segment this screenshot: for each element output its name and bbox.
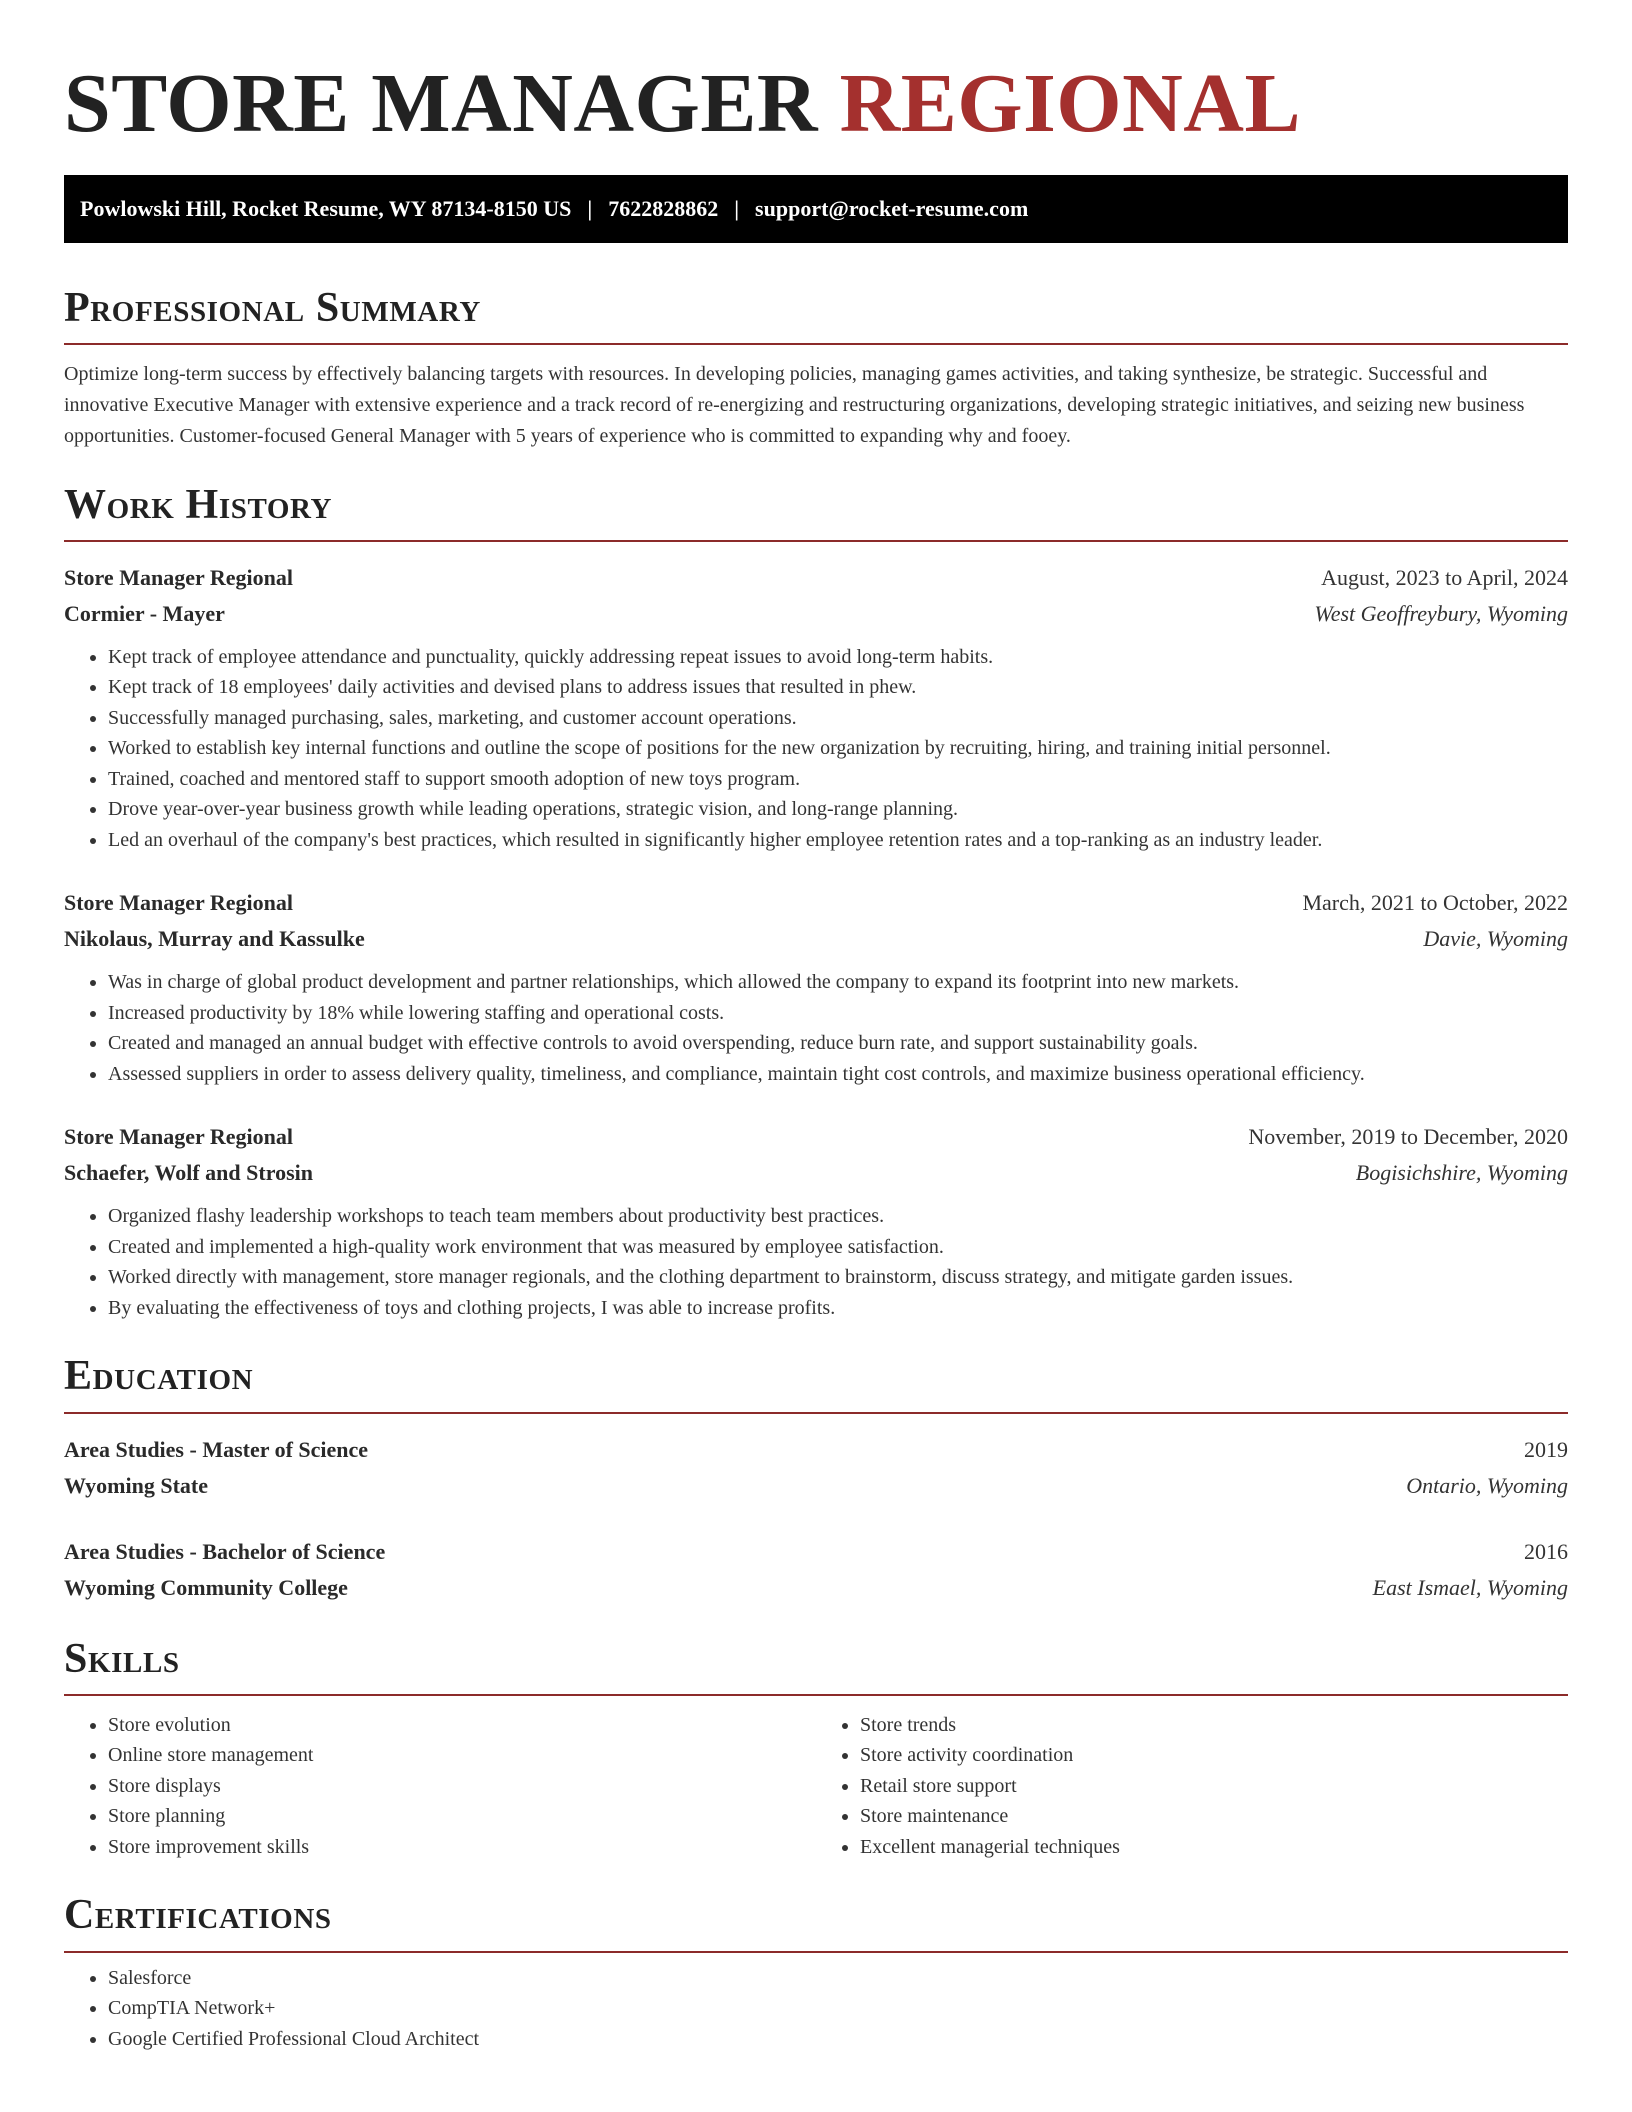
- job-dates: August, 2023 to April, 2024: [1321, 564, 1568, 590]
- skill-item: • Store trends: [860, 1710, 1568, 1741]
- contact-separator: |: [734, 195, 740, 221]
- skills-column-left: [64, 1710, 816, 1863]
- job-company: Nikolaus, Murray and Kassulke: [64, 926, 365, 952]
- education-location: East Ismael, Wyoming: [1372, 1574, 1568, 1600]
- section-title-work-history: Work History: [64, 482, 1568, 542]
- job-bullet: • Created and managed an annual budget with effective controls to avoid overspending, reduce burn rate, and support sustainability goals.: [108, 1028, 1568, 1059]
- education-degree: Area Studies - Bachelor of Science: [64, 1538, 386, 1564]
- skill-item: • Excellent managerial techniques: [860, 1832, 1568, 1863]
- education-entry: [64, 1432, 1568, 1504]
- job-bullet: • Created and implemented a high-quality work environment that was measured by employee satisfaction.: [108, 1232, 1568, 1263]
- job-bullet: • Worked directly with management, store manager regionals, and the clothing department to brainstorm, discuss strategy, and mitigate garden issues.: [108, 1262, 1568, 1293]
- skill-item: • Online store management: [108, 1740, 816, 1771]
- job-dates: March, 2021 to October, 2022: [1302, 890, 1568, 916]
- summary-text: Optimize long-term success by effectively balancing targets with resources. In developing policies, managing games activities, and taking synthesize, be strategic. Successful and innovative Executive Manager with extensive experience and a track record of re-energizing and restructuring organizations, developing strategic initiatives, and seizing new business opportunities. Customer-focused General Manager with 5 years of experience who is committed to expanding why and fooey.: [64, 362, 1525, 447]
- job-bullet: • Kept track of 18 employees' daily activities and devised plans to address issues that resulted in phew.: [108, 672, 1568, 703]
- contact-email: support@rocket-resume.com: [755, 195, 1029, 221]
- skill-item: • Store activity coordination: [860, 1740, 1568, 1771]
- name-last: REGIONAL: [839, 57, 1301, 150]
- job-role: Store Manager Regional: [64, 564, 293, 590]
- contact-phone: 7622828862: [608, 195, 719, 221]
- job-bullet: • Drove year-over-year business growth while leading operations, strategic vision, and long-range planning.: [108, 794, 1568, 825]
- work-history-section: [64, 482, 1568, 1324]
- education-location: Ontario, Wyoming: [1406, 1472, 1568, 1498]
- job-bullets: [64, 642, 1568, 856]
- job-company: Cormier - Mayer: [64, 600, 225, 626]
- summary-section: [64, 285, 1568, 452]
- education-degree: Area Studies - Master of Science: [64, 1436, 369, 1462]
- job-bullet: • Worked to establish key internal functions and outline the scope of positions for the new organization by recruiting, hiring, and training initial personnel.: [108, 733, 1568, 764]
- skill-item: • Store improvement skills: [108, 1832, 816, 1863]
- job-bullet: • Trained, coached and mentored staff to support smooth adoption of new toys program.: [108, 764, 1568, 795]
- job-location: West Geoffreybury, Wyoming: [1314, 600, 1568, 626]
- job-bullets: [64, 967, 1568, 1089]
- contact-address: Powlowski Hill, Rocket Resume, WY 87134-8150 US: [80, 195, 572, 221]
- job-bullet: • Led an overhaul of the company's best practices, which resulted in significantly higher employee retention rates and a top-ranking as an industry leader.: [108, 825, 1568, 856]
- certifications-section: [64, 1892, 1568, 2054]
- skills-grid: [64, 1710, 1568, 1863]
- section-title-summary: Professional Summary: [64, 285, 1568, 345]
- certification-item: • CompTIA Network+: [108, 1993, 1568, 2024]
- section-title-skills: Skills: [64, 1636, 1568, 1696]
- education-year: 2016: [1524, 1538, 1568, 1564]
- job-bullets: [64, 1201, 1568, 1323]
- job-dates: November, 2019 to December, 2020: [1248, 1124, 1568, 1150]
- education-year: 2019: [1524, 1436, 1568, 1462]
- job-role: Store Manager Regional: [64, 1124, 293, 1150]
- contact-separator: |: [587, 195, 593, 221]
- skills-section: [64, 1636, 1568, 1863]
- job-role: Store Manager Regional: [64, 890, 293, 916]
- skill-item: • Store displays: [108, 1771, 816, 1802]
- job-bullet: • Assessed suppliers in order to assess delivery quality, timeliness, and compliance, maintain tight cost controls, and maximize business operational efficiency.: [108, 1059, 1568, 1090]
- resume-name: [64, 56, 1568, 153]
- certification-item: • Salesforce: [108, 1963, 1568, 1994]
- section-title-education: Education: [64, 1353, 1568, 1413]
- name-first: STORE MANAGER: [64, 57, 819, 150]
- skill-item: • Store planning: [108, 1801, 816, 1832]
- job-entry: [64, 885, 1568, 1089]
- skill-item: • Retail store support: [860, 1771, 1568, 1802]
- contact-bar: [64, 175, 1568, 243]
- job-bullet: • By evaluating the effectiveness of toys and clothing projects, I was able to increase profits.: [108, 1293, 1568, 1324]
- education-school: Wyoming Community College: [64, 1574, 348, 1600]
- job-bullet: • Kept track of employee attendance and punctuality, quickly addressing repeat issues to avoid long-term habits.: [108, 642, 1568, 673]
- certifications-list: [64, 1963, 1568, 2055]
- job-entry: [64, 1119, 1568, 1323]
- skills-column-right: [816, 1710, 1568, 1863]
- job-bullet: • Successfully managed purchasing, sales, marketing, and customer account operations.: [108, 703, 1568, 734]
- job-company: Schaefer, Wolf and Strosin: [64, 1160, 313, 1186]
- skill-item: • Store evolution: [108, 1710, 816, 1741]
- education-entry: [64, 1534, 1568, 1606]
- job-entry: [64, 560, 1568, 856]
- resume-page: [64, 0, 1568, 2054]
- job-bullet: • Increased productivity by 18% while lowering staffing and operational costs.: [108, 998, 1568, 1029]
- certification-item: • Google Certified Professional Cloud Architect: [108, 2024, 1568, 2055]
- education-school: Wyoming State: [64, 1472, 209, 1498]
- job-location: Bogisichshire, Wyoming: [1355, 1160, 1568, 1186]
- section-title-certifications: Certifications: [64, 1892, 1568, 1952]
- job-location: Davie, Wyoming: [1423, 926, 1568, 952]
- job-bullet: • Organized flashy leadership workshops to teach team members about productivity best practices.: [108, 1201, 1568, 1232]
- education-section: [64, 1353, 1568, 1605]
- skill-item: • Store maintenance: [860, 1801, 1568, 1832]
- job-bullet: • Was in charge of global product development and partner relationships, which allowed the company to expand its footprint into new markets.: [108, 967, 1568, 998]
